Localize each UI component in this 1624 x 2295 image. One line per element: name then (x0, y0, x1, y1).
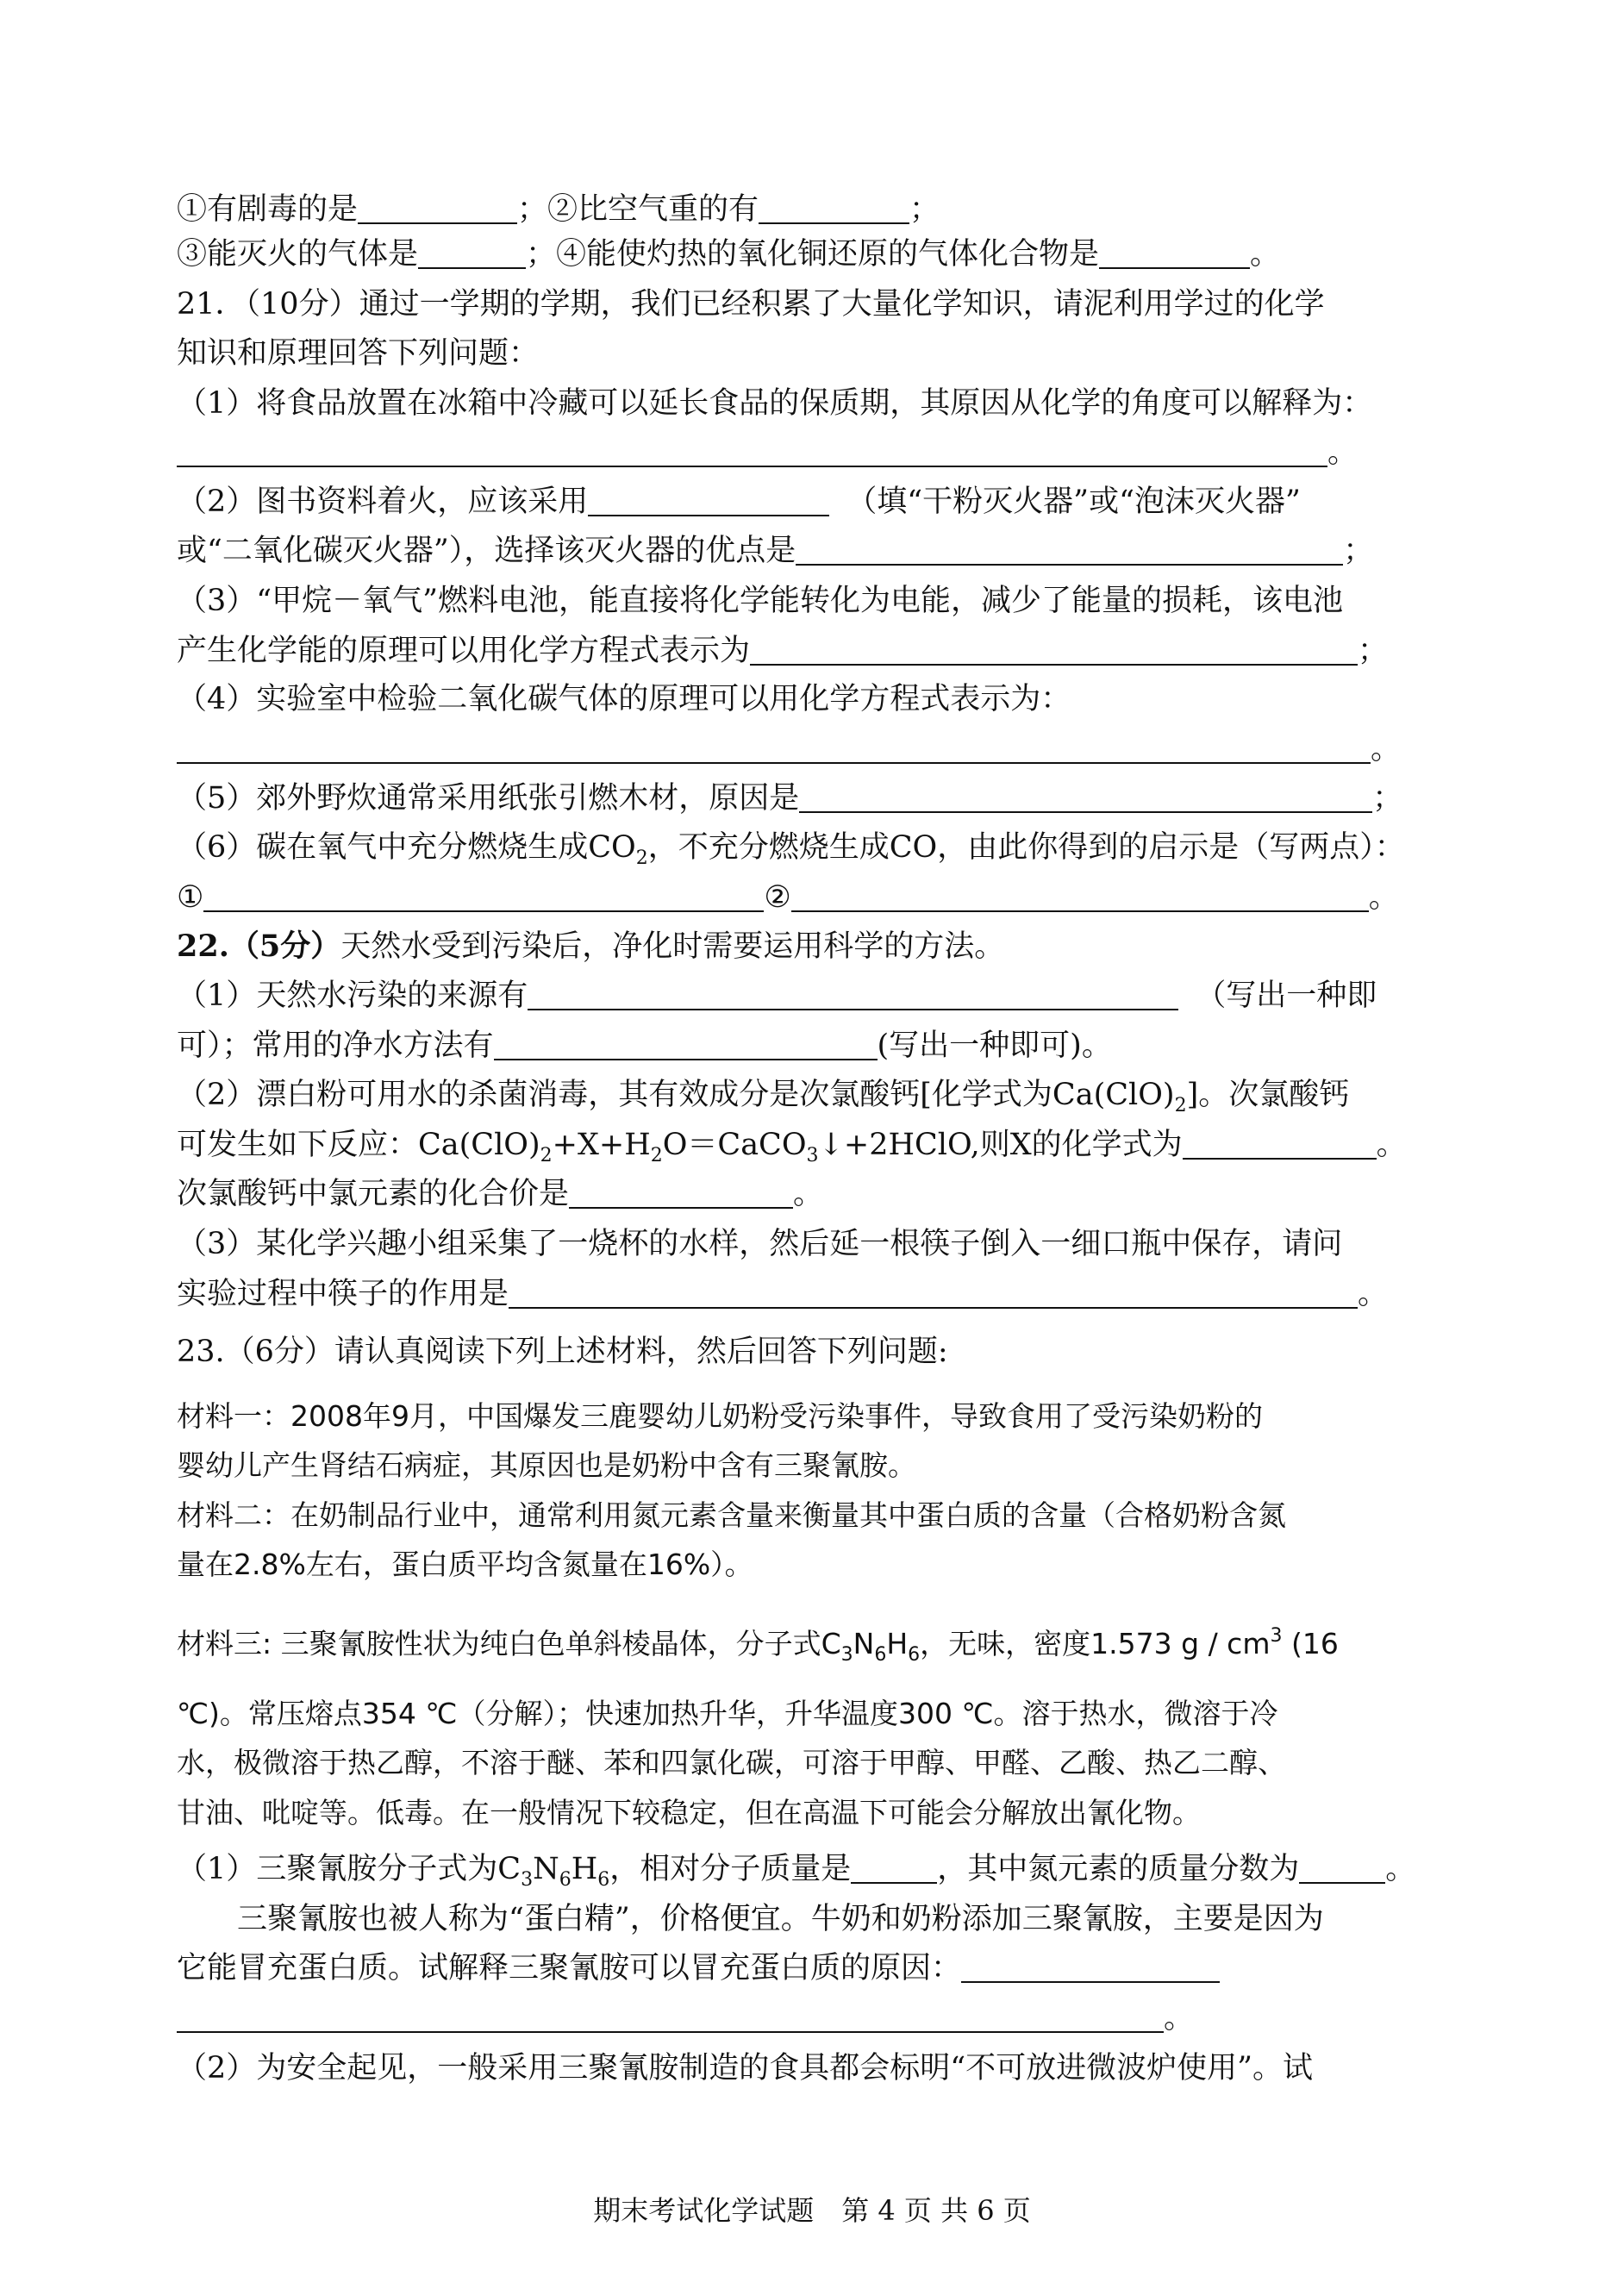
blank[interactable] (799, 779, 1372, 813)
blank[interactable] (569, 1174, 793, 1209)
q23-m1-cont: 婴幼儿产生肾结石病症，其原因也是奶粉中含有三聚氰胺。 (177, 1448, 916, 1482)
blank[interactable] (177, 433, 1327, 467)
q21-p5: （5）郊外野炊通常采用纸张引燃木材，原因是 ； (177, 774, 1461, 822)
blank[interactable] (796, 531, 1343, 566)
page-footer: 期末考试化学试题 第 4 页 共 6 页 (593, 2194, 1031, 2227)
q22-p2-reaction: 可发生如下反应：$Ca(ClO)_2+X+H_2O=CaCO_3↓+2HClO$,则X的化学式为 。 (177, 1121, 1461, 1169)
q21-p1-answer: 。 (177, 428, 1461, 477)
q23-p1-cont: 三聚氰胺也被人称为“蛋白精”，价格便宜。牛奶和奶粉添加三聚氰胺，主要是因为 (237, 1902, 1324, 1936)
q23-m3: 材料三: 三聚氰胺性状为纯白色单斜棱晶体，分子式$C_3N_6H_6$，无味，密度1.573 g / $cm^3$ (16 (177, 1625, 1339, 1666)
blank[interactable] (358, 190, 517, 224)
q22-p2-cont: 次氯酸钙中氯元素的化合价是 。 (177, 1170, 1461, 1218)
blank[interactable] (494, 1026, 878, 1060)
line-1: ①有剧毒的是 ；②比空气重的有 ； (177, 185, 1461, 234)
blank[interactable] (203, 878, 764, 912)
blank[interactable] (759, 190, 909, 224)
blank[interactable] (1299, 1849, 1385, 1884)
blank[interactable] (961, 1948, 1220, 1983)
q21-p4-answer: 。 (177, 725, 1461, 773)
q23-p1-cont-2: 它能冒充蛋白质。试解释三聚氰胺可以冒充蛋白质的原因： (177, 1944, 1461, 1992)
q23-m1: 材料一：2008年9月，中国爆发三鹿婴幼儿奶粉受污染事件，导致食用了受污染奶粉的 (177, 1399, 1263, 1433)
blank[interactable] (509, 1274, 1358, 1309)
q23-head: 23.（6分）请认真阅读下列上述材料，然后回答下列问题: (177, 1335, 948, 1369)
q23-p2: （2）为安全起见，一般采用三聚氰胺制造的食具都会标明“不可放进微波炉使用”。试 (177, 2051, 1314, 2086)
blank[interactable] (177, 729, 1371, 764)
q23-m3-cont-3: 甘油、吡啶等。低毒。在一般情况下较稳定，但在高温下可能会分解放出氰化物。 (177, 1796, 1201, 1829)
q21-p1: （1）将食品放置在冰箱中冷藏可以延长食品的保质期，其原因从化学的角度可以解释为： (177, 386, 1373, 421)
q22-p3: （3）某化学兴趣小组采集了一烧杯的水样，然后延一根筷子倒入一细口瓶中保存，请问 (177, 1227, 1343, 1261)
q23-m3-cont-2: 水，极微溶于热乙醇，不溶于醚、苯和四氯化碳，可溶于甲醇、甲醛、乙酸、热乙二醇、 (177, 1746, 1286, 1779)
q22-head: 22.（5分）天然水受到污染后，净化时需要运用科学的方法。 (177, 929, 1005, 964)
blank[interactable] (528, 976, 1178, 1010)
q22-p1: （1）天然水污染的来源有 （写出一种即 (177, 972, 1461, 1020)
blank[interactable] (791, 878, 1369, 912)
q21-p3-cont: 产生化学能的原理可以用化学方程式表示为 ； (177, 627, 1461, 675)
blank[interactable] (750, 631, 1358, 666)
q23-p1-answer: 。 (177, 1994, 1461, 2042)
blank[interactable] (177, 1998, 1164, 2033)
q21-p2-cont: 或“二氧化碳灭火器”），选择该灭火器的优点是 ； (177, 527, 1461, 575)
blank[interactable] (418, 235, 526, 269)
q22-p3-cont: 实验过程中筷子的作用是 。 (177, 1270, 1461, 1318)
q23-m2: 材料二：在奶制品行业中，通常利用氮元素含量来衡量其中蛋白质的含量（合格奶粉含氮 (177, 1498, 1286, 1532)
q21-p6-answers: ① ② 。 (177, 873, 1461, 922)
q21-head: 21．（10分）通过一学期的学期，我们已经积累了大量化学知识，请泥利用学过的化学 (177, 287, 1325, 322)
q22-p1-cont: 可）；常用的净水方法有 (写出一种即可)。 (177, 1022, 1461, 1070)
q21-head-2: 知识和原理回答下列问题： (177, 336, 540, 371)
q21-p6: （6）碳在氧气中充分燃烧生成$CO_2$，不充分燃烧生成CO，由此你得到的启示是（写两点）： (177, 830, 1405, 869)
q22-p2: （2）漂白粉可用水的杀菌消毒，其有效成分是次氯酸钙[化学式为$Ca(ClO)_2$]。次氯酸钙 (177, 1078, 1350, 1116)
q23-p1: （1）三聚氰胺分子式为$C_3N_6H_6$，相对分子质量是 ，其中氮元素的质量分数为 。 (177, 1845, 1461, 1893)
q23-m2-cont: 量在2.8%左右，蛋白质平均含氮量在16%）。 (177, 1548, 753, 1581)
line-2: ③能灭火的气体是 ；④能使灼热的氧化铜还原的气体化合物是 。 (177, 230, 1461, 278)
blank[interactable] (1183, 1125, 1377, 1160)
q21-p2: （2）图书资料着火，应该采用 （填“干粉灭火器”或“泡沫灭火器” (177, 478, 1461, 526)
q21-p4: （4）实验室中检验二氧化碳气体的原理可以用化学方程式表示为： (177, 682, 1071, 716)
q21-p3: （3）“甲烷－氧气”燃料电池，能直接将化学能转化为电能，减少了能量的损耗，该电池 (177, 584, 1344, 618)
blank[interactable] (1099, 235, 1250, 269)
q23-m3-cont-1: ℃)。常压熔点354 ℃（分解）；快速加热升华，升华温度300 ℃。溶于热水，微溶于冷 (177, 1697, 1278, 1730)
blank[interactable] (588, 482, 829, 516)
blank[interactable] (851, 1849, 937, 1884)
